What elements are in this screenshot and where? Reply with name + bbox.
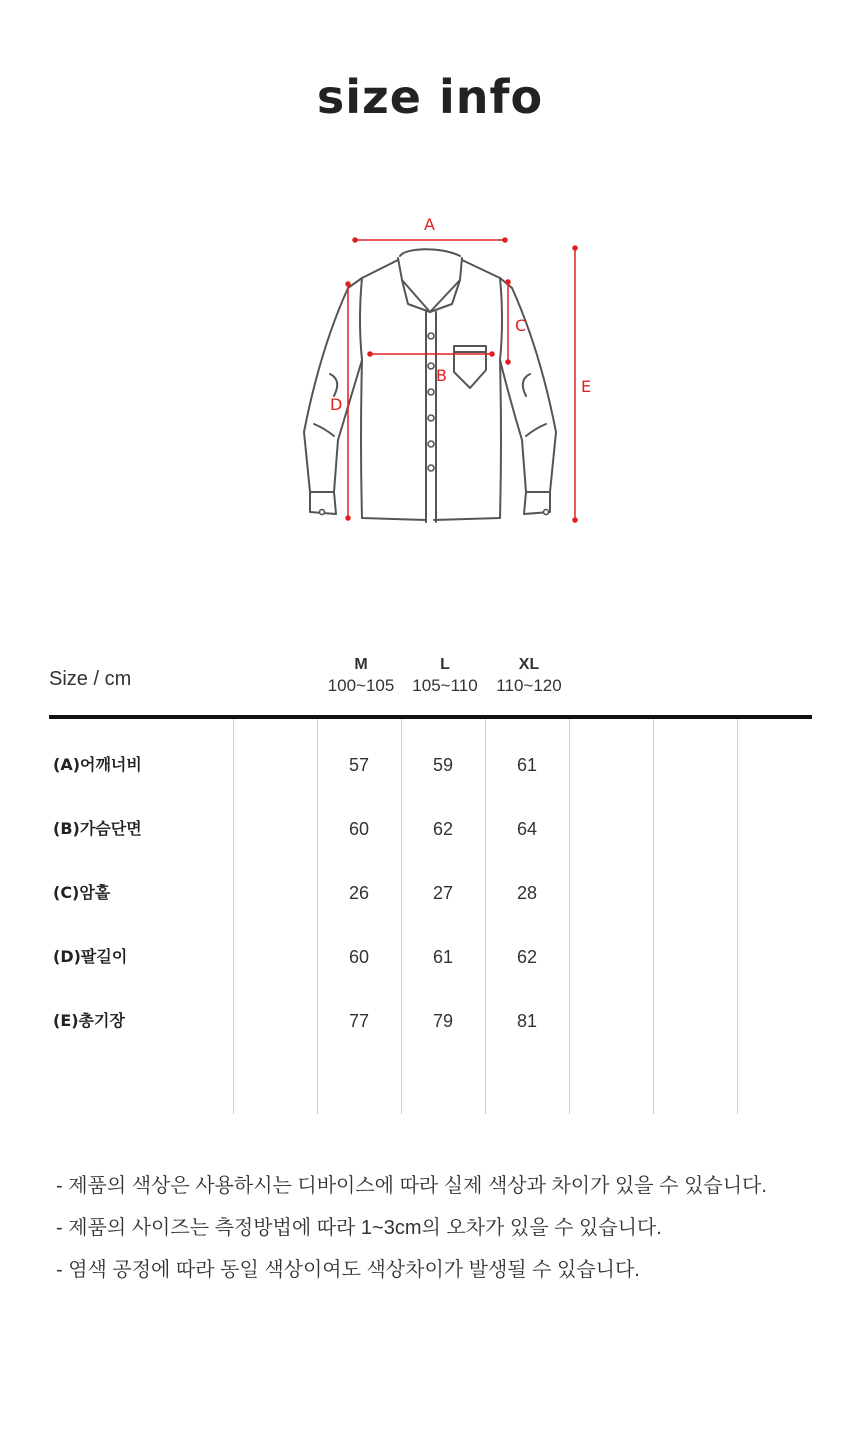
size-name: L bbox=[440, 656, 450, 673]
row-label-total-length: (E)총기장 bbox=[53, 1011, 125, 1030]
table-cell: 61 bbox=[516, 755, 538, 775]
shirt-illustration bbox=[290, 200, 610, 540]
table-cell: 61 bbox=[432, 947, 454, 967]
table-cell: 27 bbox=[432, 883, 454, 903]
table-cell: 81 bbox=[516, 1011, 538, 1031]
table-cell: 57 bbox=[348, 755, 370, 775]
dimension-label-d: D bbox=[330, 395, 343, 414]
column-divider bbox=[233, 719, 234, 1114]
note-color-difference: - 제품의 색상은 사용하시는 디바이스에 따라 실제 색상과 차이가 있을 수 있습니다. bbox=[56, 1175, 767, 1197]
note-measurement-error: - 제품의 사이즈는 측정방법에 따라 1~3cm의 오차가 있을 수 있습니다. bbox=[56, 1217, 662, 1239]
column-divider bbox=[317, 719, 318, 1114]
table-cell: 62 bbox=[432, 819, 454, 839]
size-name: XL bbox=[518, 656, 540, 673]
table-cell: 26 bbox=[348, 883, 370, 903]
dimension-label-b: B bbox=[436, 366, 447, 385]
size-range: 100~105 bbox=[327, 676, 395, 695]
table-cell: 59 bbox=[432, 755, 454, 775]
table-header-label: Size / cm bbox=[49, 668, 132, 690]
table-cell: 60 bbox=[348, 947, 370, 967]
table-header-divider bbox=[49, 715, 812, 719]
table-cell: 60 bbox=[348, 819, 370, 839]
dimension-label-c: C bbox=[515, 316, 527, 335]
size-range: 105~110 bbox=[412, 676, 478, 695]
row-label-shoulder: (A)어깨너비 bbox=[53, 755, 142, 774]
size-name: M bbox=[354, 656, 368, 673]
dimension-label-e: E bbox=[581, 377, 592, 396]
size-column-header bbox=[403, 654, 487, 696]
row-label-sleeve: (D)팔길이 bbox=[53, 947, 128, 966]
page-title: size info bbox=[316, 70, 544, 124]
shirt-measurement-diagram bbox=[290, 200, 610, 540]
column-divider bbox=[569, 719, 570, 1114]
table-cell: 79 bbox=[432, 1011, 454, 1031]
size-column-header bbox=[487, 654, 571, 696]
column-divider bbox=[485, 719, 486, 1114]
row-label-chest: (B)가슴단면 bbox=[53, 819, 142, 838]
table-cell: 28 bbox=[516, 883, 538, 903]
note-dye-process: - 염색 공정에 따라 동일 색상이여도 색상차이가 발생될 수 있습니다. bbox=[56, 1259, 640, 1281]
size-column-header bbox=[319, 654, 403, 696]
row-label-armhole: (C)암홀 bbox=[53, 883, 111, 902]
column-divider bbox=[737, 719, 738, 1114]
table-cell: 64 bbox=[516, 819, 538, 839]
dimension-label-a: A bbox=[424, 215, 435, 234]
size-range: 110~120 bbox=[496, 676, 562, 695]
column-divider bbox=[401, 719, 402, 1114]
column-divider bbox=[653, 719, 654, 1114]
table-cell: 77 bbox=[348, 1011, 370, 1031]
table-cell: 62 bbox=[516, 947, 538, 967]
